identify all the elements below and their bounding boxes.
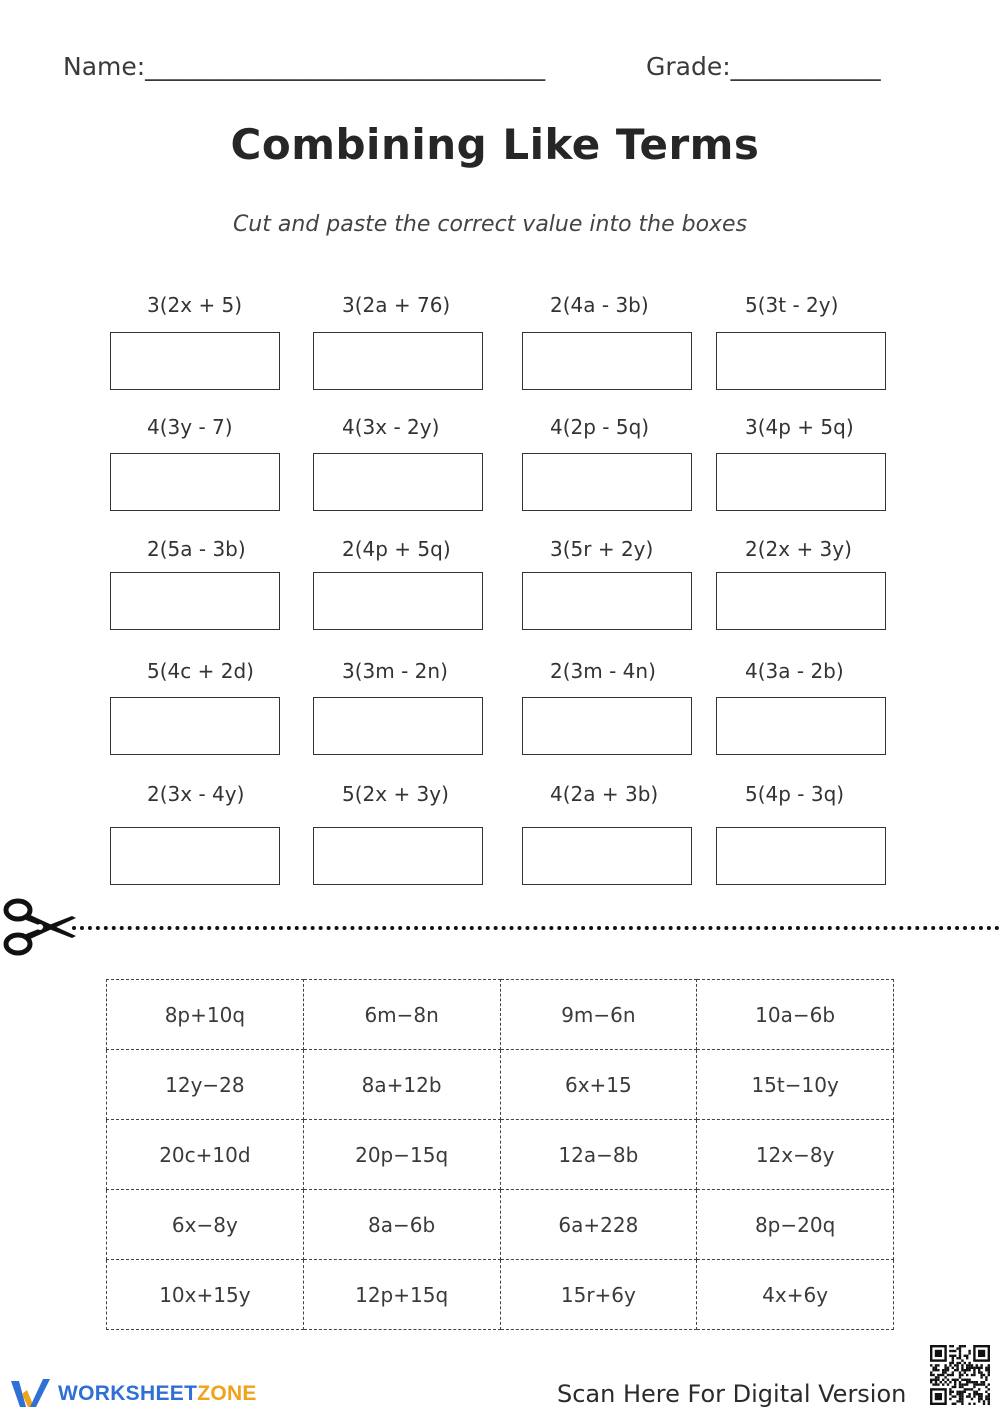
problem-expression: 2(4p + 5q) [342,537,451,561]
cutout-answer[interactable]: 6x−8y [107,1190,304,1260]
answer-box[interactable] [716,572,886,630]
cutout-answer[interactable]: 12y−28 [107,1050,304,1120]
problem-expression: 4(3a - 2b) [745,659,844,683]
answer-box[interactable] [522,827,692,885]
cutout-answer[interactable]: 8a+12b [303,1050,500,1120]
brand-logo [8,1374,257,1414]
answer-box[interactable] [110,453,280,511]
cutout-table [106,979,894,1330]
problem-expression: 5(4c + 2d) [147,659,254,683]
brand-name: WORKSHEET [58,1382,198,1405]
problem-expression: 4(2p - 5q) [550,415,650,439]
cutout-answer[interactable]: 6x+15 [500,1050,697,1120]
cutout-row [107,980,894,1050]
problem-expression: 3(5r + 2y) [550,537,654,561]
cutout-answer[interactable]: 4x+6y [697,1260,894,1330]
cutout-answer[interactable]: 6m−8n [303,980,500,1050]
cutout-row [107,1190,894,1260]
answer-box[interactable] [716,827,886,885]
page-title: Combining Like Terms [230,120,760,169]
answer-box[interactable] [522,697,692,755]
cutout-answer[interactable]: 12x−8y [697,1120,894,1190]
problem-expression: 2(3m - 4n) [550,659,656,683]
scan-label: Scan Here For Digital Version [557,1380,907,1408]
problem-expression: 3(3m - 2n) [342,659,448,683]
cutout-row [107,1120,894,1190]
cutout-answer[interactable]: 12p+15q [303,1260,500,1330]
answer-box[interactable] [522,572,692,630]
answer-box[interactable] [110,827,280,885]
answer-box[interactable] [110,697,280,755]
problem-expression: 2(4a - 3b) [550,293,649,317]
problem-expression: 4(3y - 7) [147,415,233,439]
answer-box[interactable] [313,453,483,511]
name-field: Name:________________________________ [63,52,546,81]
answer-box[interactable] [716,332,886,390]
problem-expression: 5(3t - 2y) [745,293,839,317]
answer-box[interactable] [716,697,886,755]
cutout-row [107,1260,894,1330]
answer-box[interactable] [522,453,692,511]
problem-expression: 3(2x + 5) [147,293,243,317]
cutout-answer[interactable]: 9m−6n [500,980,697,1050]
problem-expression: 3(4p + 5q) [745,415,854,439]
scissors-icon [2,896,78,958]
cutout-answer[interactable]: 20p−15q [303,1120,500,1190]
cutout-answer[interactable]: 6a+228 [500,1190,697,1260]
qr-code-icon[interactable] [930,1345,990,1405]
instructions: Cut and paste the correct value into the boxes [232,212,748,237]
cutout-answer[interactable]: 10a−6b [697,980,894,1050]
cutout-answer[interactable]: 20c+10d [107,1120,304,1190]
answer-box[interactable] [716,453,886,511]
grade-field: Grade:____________ [646,52,881,81]
answer-box[interactable] [110,332,280,390]
problem-expression: 5(4p - 3q) [745,782,845,806]
cutout-answer[interactable]: 15t−10y [697,1050,894,1120]
answer-box[interactable] [110,572,280,630]
answer-box[interactable] [313,697,483,755]
cutout-answer[interactable]: 15r+6y [500,1260,697,1330]
answer-box[interactable] [522,332,692,390]
problem-expression: 2(5a - 3b) [147,537,246,561]
cutout-answer[interactable]: 8p−20q [697,1190,894,1260]
cutout-answer[interactable]: 8p+10q [107,980,304,1050]
problem-expression: 4(3x - 2y) [342,415,440,439]
problem-expression: 3(2a + 76) [342,293,451,317]
answer-box[interactable] [313,332,483,390]
problem-expression: 2(2x + 3y) [745,537,852,561]
problem-expression: 4(2a + 3b) [550,782,659,806]
cutout-answer[interactable]: 12a−8b [500,1120,697,1190]
problem-expression: 5(2x + 3y) [342,782,449,806]
cutout-answer[interactable]: 8a−6b [303,1190,500,1260]
worksheetzone-logo-icon [8,1376,52,1412]
answer-box[interactable] [313,827,483,885]
cutout-answer[interactable]: 10x+15y [107,1260,304,1330]
brand-name-accent: ZONE [197,1382,257,1405]
cutout-row [107,1050,894,1120]
problem-expression: 2(3x - 4y) [147,782,245,806]
cut-line [72,926,1000,930]
answer-box[interactable] [313,572,483,630]
